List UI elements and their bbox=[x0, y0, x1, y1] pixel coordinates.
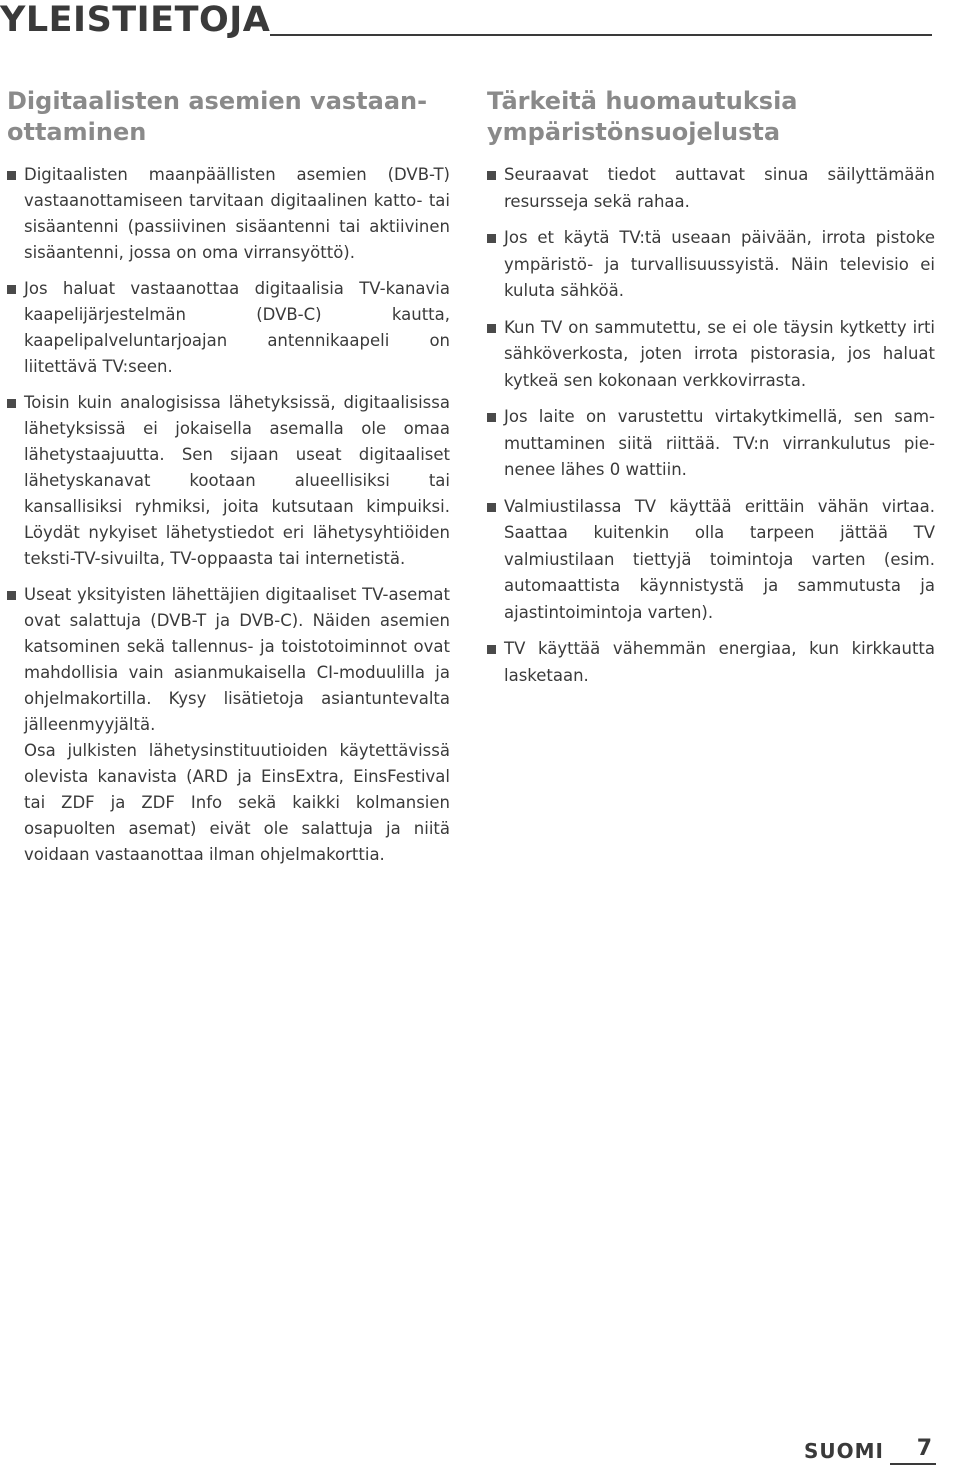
paragraph: Useat yksityisten lähettäjien digitaaliset TV-asemat ovat salattuja (DVB-T ja DVB-C). Näiden asemien katsominen sekä tallennus- ja toistotoiminnot ovat mahdollisia vain asianmukaisella CI-moduulilla ja ohjelmakortilla. Kysy lisätietoja asiantuntevalta jälleenmyyjältä. bbox=[24, 585, 450, 734]
section-heading-environment: Tärkeitä huomautuksia ympäristönsuojelusta bbox=[487, 87, 798, 146]
bullet-square-icon bbox=[7, 399, 16, 408]
paragraph: Seuraavat tiedot auttavat sinua säilyttämään resursseja sekä rahaa. bbox=[504, 165, 935, 211]
bullet-square-icon bbox=[487, 324, 496, 333]
list-item bbox=[7, 582, 450, 868]
paragraph: Osa julkisten lähetysinstituutioiden käytettävissä olevista kanavista (ARD ja EinsExtra, EinsFestival tai ZDF ja ZDF Info sekä kaikki kolmansien osapuolten asemat) eivät ole salattuja ja niitä voidaan vastaanottaa ilman ohjelmakorttia. bbox=[24, 741, 450, 864]
paragraph: TV käyttää vähemmän energiaa, kun kirkkautta lasketaan. bbox=[504, 639, 935, 685]
paragraph: Jos laite on varustettu virtakytkimellä, sen sammuttaminen siitä riittää. TV:n virrankulutus pienenee lähes 0 wattiin. bbox=[504, 407, 935, 479]
paragraph: Jos haluat vastaanottaa digitaalisia TV-kanavia kaapelijärjestelmän (DVB-C) kautta, kaapelipalveluntarjoajan antennikaapeli on liitettävä TV:seen. bbox=[24, 279, 450, 376]
language-label: SUOMI bbox=[804, 1439, 884, 1463]
list-item bbox=[487, 404, 935, 484]
right-column bbox=[487, 86, 935, 699]
page-header bbox=[0, 0, 960, 40]
bullet-square-icon bbox=[7, 591, 16, 600]
page-title: YLEISTIETOJA bbox=[0, 0, 271, 40]
bullet-square-icon bbox=[487, 171, 496, 180]
left-column bbox=[7, 86, 450, 878]
list-item bbox=[487, 636, 935, 689]
bullet-square-icon bbox=[7, 285, 16, 294]
section-heading-digital-reception: Digitaalisten asemien vastaanottaminen bbox=[7, 87, 428, 146]
bullet-square-icon bbox=[487, 234, 496, 243]
list-item bbox=[7, 162, 450, 266]
page-number: 7 bbox=[916, 1436, 932, 1461]
paragraph: Digitaalisten maanpäällisten asemien (DVB-T) vastaanottamiseen tarvitaan digitaalinen katto- tai sisäantenni (passiivinen sisäantenni tai aktiivinen sisäantenni, jossa on oma virransyöttö). bbox=[24, 165, 450, 262]
bullet-list-environment bbox=[487, 162, 935, 689]
header-rule bbox=[270, 34, 932, 36]
paragraph: Toisin kuin analogisissa lähetyksissä, digitaalisissa lähetyksissä ei jokaisella asemalla ole omaa lähetystaajuutta. Sen sijaan useat digitaaliset lähetyskanavat kootaan alueellisiksi tai kansallisiksi ryhmiksi, joita kutsutaan kimpuiksi. Löydät nykyiset lähetystiedot eri lähetysyhtiöiden teksti-TV-sivuilta, TV-oppaasta tai internetistä. bbox=[24, 393, 450, 568]
list-item bbox=[7, 276, 450, 380]
footer-rule bbox=[890, 1463, 936, 1465]
paragraph: Valmiustilassa TV käyttää erittäin vähän virtaa. Saattaa kuitenkin olla tarpeen jättää TV valmiustilaan tiettyjä toimintoja varten (esim. automaattista käynnistystä ja sammutusta ja ajastintoimintoja varten). bbox=[504, 496, 935, 622]
list-item bbox=[487, 315, 935, 395]
paragraph: Kun TV on sammutettu, se ei ole täysin kytketty irti sähköverkosta, joten irrota pistorasia, jos haluat kytkeä sen kokonaan verkkovirrasta. bbox=[504, 317, 935, 390]
bullet-list-digital-reception bbox=[7, 162, 450, 868]
list-item bbox=[487, 162, 935, 215]
list-item bbox=[487, 494, 935, 627]
paragraph: Jos et käytä TV:tä useaan päivään, irrota pistoke ympäristö- ja turvallisuussyistä. Näin televisio ei kuluta sähköä. bbox=[504, 228, 935, 300]
bullet-square-icon bbox=[487, 645, 496, 654]
list-item bbox=[7, 390, 450, 572]
page-footer bbox=[806, 1433, 946, 1467]
bullet-square-icon bbox=[487, 503, 496, 512]
bullet-square-icon bbox=[487, 413, 496, 422]
bullet-square-icon bbox=[7, 171, 16, 180]
list-item bbox=[487, 225, 935, 305]
